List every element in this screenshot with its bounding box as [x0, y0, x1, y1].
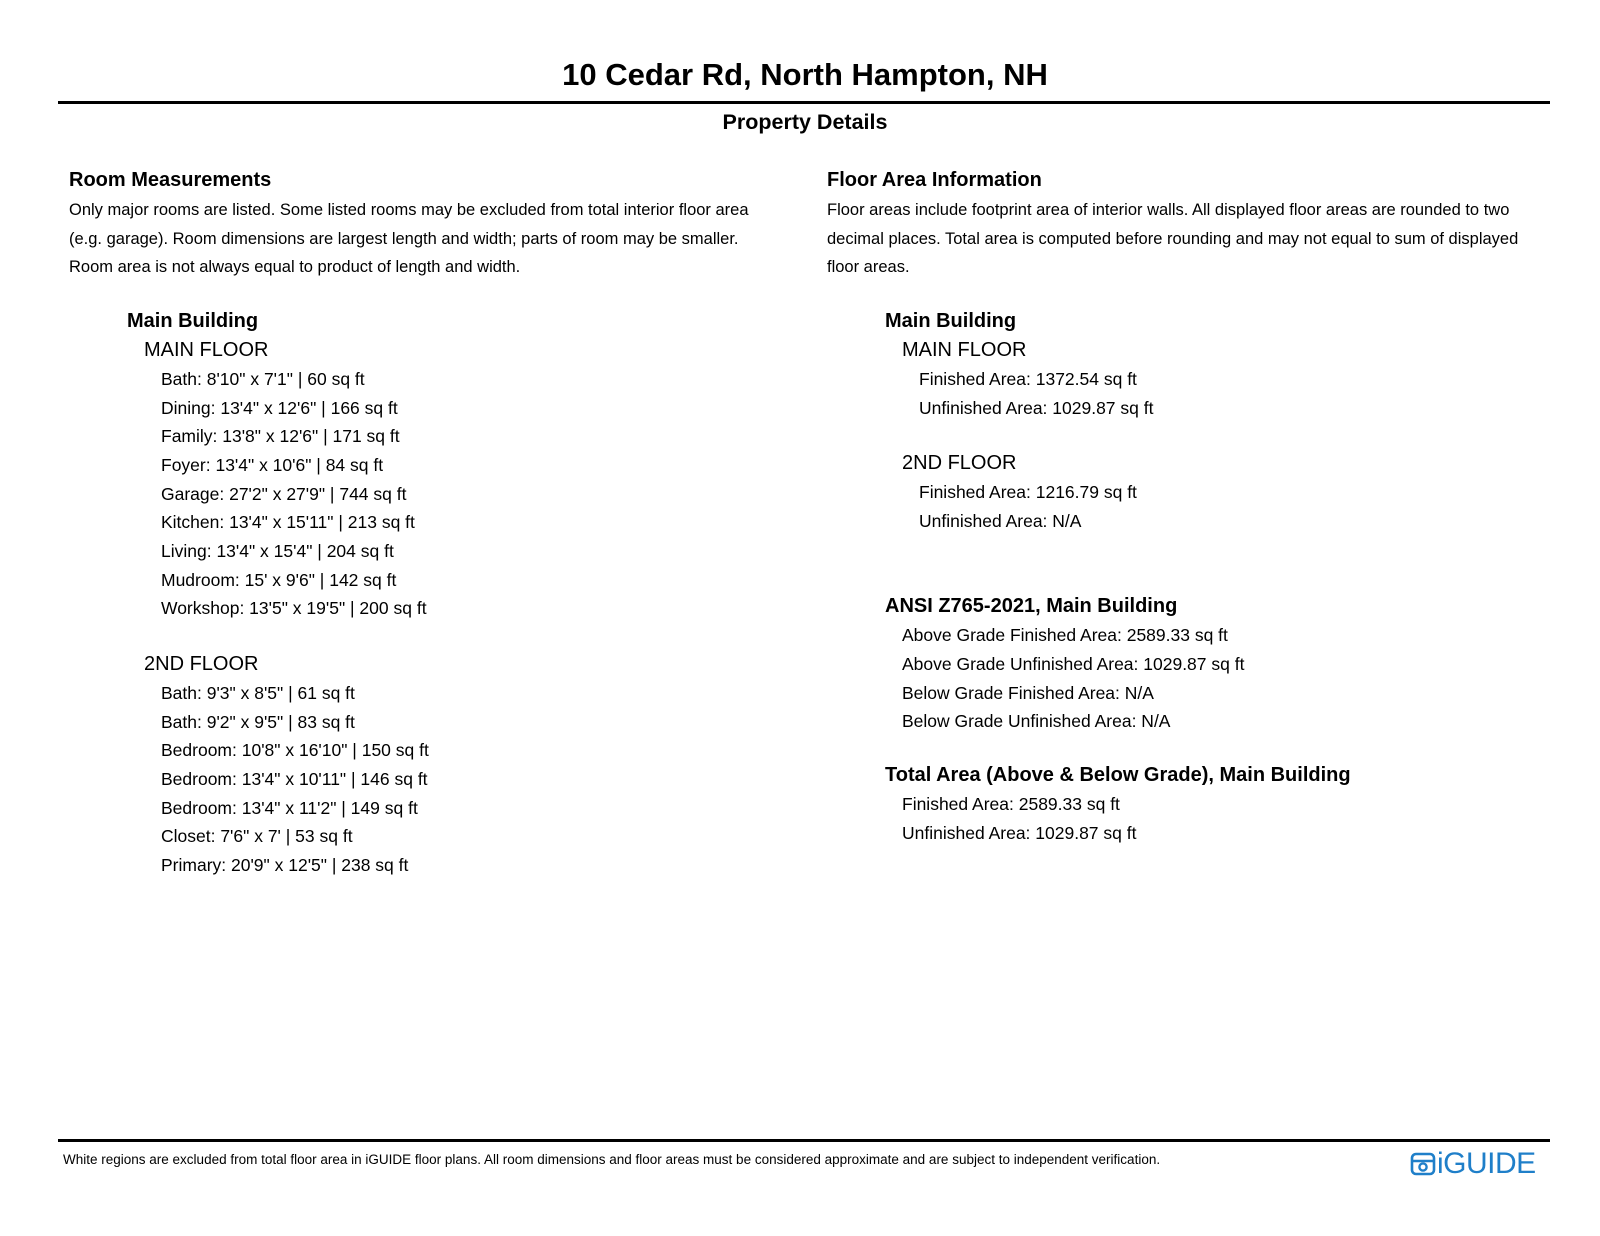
total-unfinished-area: Unfinished Area: 1029.87 sq ft: [902, 822, 1137, 843]
room-item: Bath: 8'10" x 7'1" | 60 sq ft: [161, 368, 365, 389]
room-measurements-description: [69, 196, 789, 282]
room-item: Foyer: 13'4" x 10'6" | 84 sq ft: [161, 454, 384, 475]
finished-area: Finished Area: 1372.54 sq ft: [919, 368, 1137, 389]
floor-area-section: [827, 164, 1567, 848]
main-building-rooms: [127, 306, 789, 880]
main-building-areas: [885, 306, 1567, 847]
spacer: [885, 535, 1567, 591]
page-subtitle: Property Details: [722, 110, 888, 134]
description-line: Floor areas include footprint area of interior walls. All displayed floor areas are rounded to two: [827, 201, 1510, 219]
floor-heading-2nd: 2ND FLOOR: [144, 653, 259, 676]
header-divider: [58, 101, 1550, 104]
description-line: (e.g. garage). Room dimensions are largest length and width; parts of room may be smaller.: [69, 229, 739, 248]
floor-area-heading: Floor Area Information: [827, 169, 1042, 191]
spacer: [127, 623, 789, 650]
ansi-line: Below Grade Finished Area: N/A: [902, 682, 1154, 703]
room-item: Bath: 9'3" x 8'5" | 61 sq ft: [161, 682, 355, 703]
floor-heading-2nd: 2ND FLOOR: [902, 452, 1017, 475]
room-item: Bedroom: 13'4" x 10'11" | 146 sq ft: [161, 768, 428, 789]
room-measurements-heading: Room Measurements: [69, 169, 272, 191]
room-item: Dining: 13'4" x 12'6" | 166 sq ft: [161, 397, 398, 418]
room-item: Bedroom: 10'8" x 16'10" | 150 sq ft: [161, 740, 429, 761]
ansi-line: Below Grade Unfinished Area: N/A: [902, 711, 1171, 732]
room-item: Garage: 27'2" x 27'9" | 744 sq ft: [161, 483, 407, 504]
description-line: decimal places. Total area is computed before rounding and may not equal to sum of displayed: [827, 229, 1519, 248]
room-item: Living: 13'4" x 15'4" | 204 sq ft: [161, 541, 394, 562]
ansi-line: Above Grade Finished Area: 2589.33 sq ft: [902, 625, 1228, 646]
room-item: Bath: 9'2" x 9'5" | 83 sq ft: [161, 711, 355, 732]
spacer: [885, 422, 1567, 449]
ansi-heading: ANSI Z765-2021, Main Building: [885, 595, 1178, 618]
room-measurements-section: [69, 164, 789, 880]
footer-divider: [58, 1139, 1550, 1142]
footer-disclaimer: White regions are excluded from total floor area in iGUIDE floor plans. All room dimensions and floor areas must be considered approximate and are subject to independent verification.: [63, 1152, 1161, 1167]
ansi-line: Above Grade Unfinished Area: 1029.87 sq ft: [902, 654, 1245, 675]
finished-area: Finished Area: 1216.79 sq ft: [919, 481, 1137, 502]
iguide-logo-text: iGUIDE: [1437, 1147, 1536, 1180]
floor-area-description: [827, 196, 1567, 282]
room-item: Mudroom: 15' x 9'6" | 142 sq ft: [161, 569, 397, 590]
description-line: floor areas.: [827, 258, 910, 277]
description-line: Room area is not always equal to product of length and width.: [69, 258, 521, 277]
room-item: Primary: 20'9" x 12'5" | 238 sq ft: [161, 855, 409, 876]
unfinished-area: Unfinished Area: N/A: [919, 510, 1082, 531]
building-heading: Main Building: [127, 310, 259, 333]
unfinished-area: Unfinished Area: 1029.87 sq ft: [919, 397, 1154, 418]
room-item: Kitchen: 13'4" x 15'11" | 213 sq ft: [161, 512, 415, 533]
total-area-heading: Total Area (Above & Below Grade), Main Building: [885, 764, 1351, 787]
room-item: Workshop: 13'5" x 19'5" | 200 sq ft: [161, 598, 427, 619]
building-heading: Main Building: [885, 310, 1017, 333]
description-line: Only major rooms are listed. Some listed rooms may be excluded from total interior floor area: [69, 201, 749, 219]
room-item: Family: 13'8" x 12'6" | 171 sq ft: [161, 426, 400, 447]
floor-heading-main: MAIN FLOOR: [902, 339, 1027, 362]
iguide-logo-icon: [1410, 1151, 1436, 1177]
total-finished-area: Finished Area: 2589.33 sq ft: [902, 794, 1120, 815]
room-item: Closet: 7'6" x 7' | 53 sq ft: [161, 826, 353, 847]
floor-heading-main: MAIN FLOOR: [144, 339, 269, 362]
room-item: Bedroom: 13'4" x 11'2" | 149 sq ft: [161, 797, 418, 818]
iguide-logo: [1410, 1148, 1536, 1180]
page-title: 10 Cedar Rd, North Hampton, NH: [562, 57, 1048, 92]
